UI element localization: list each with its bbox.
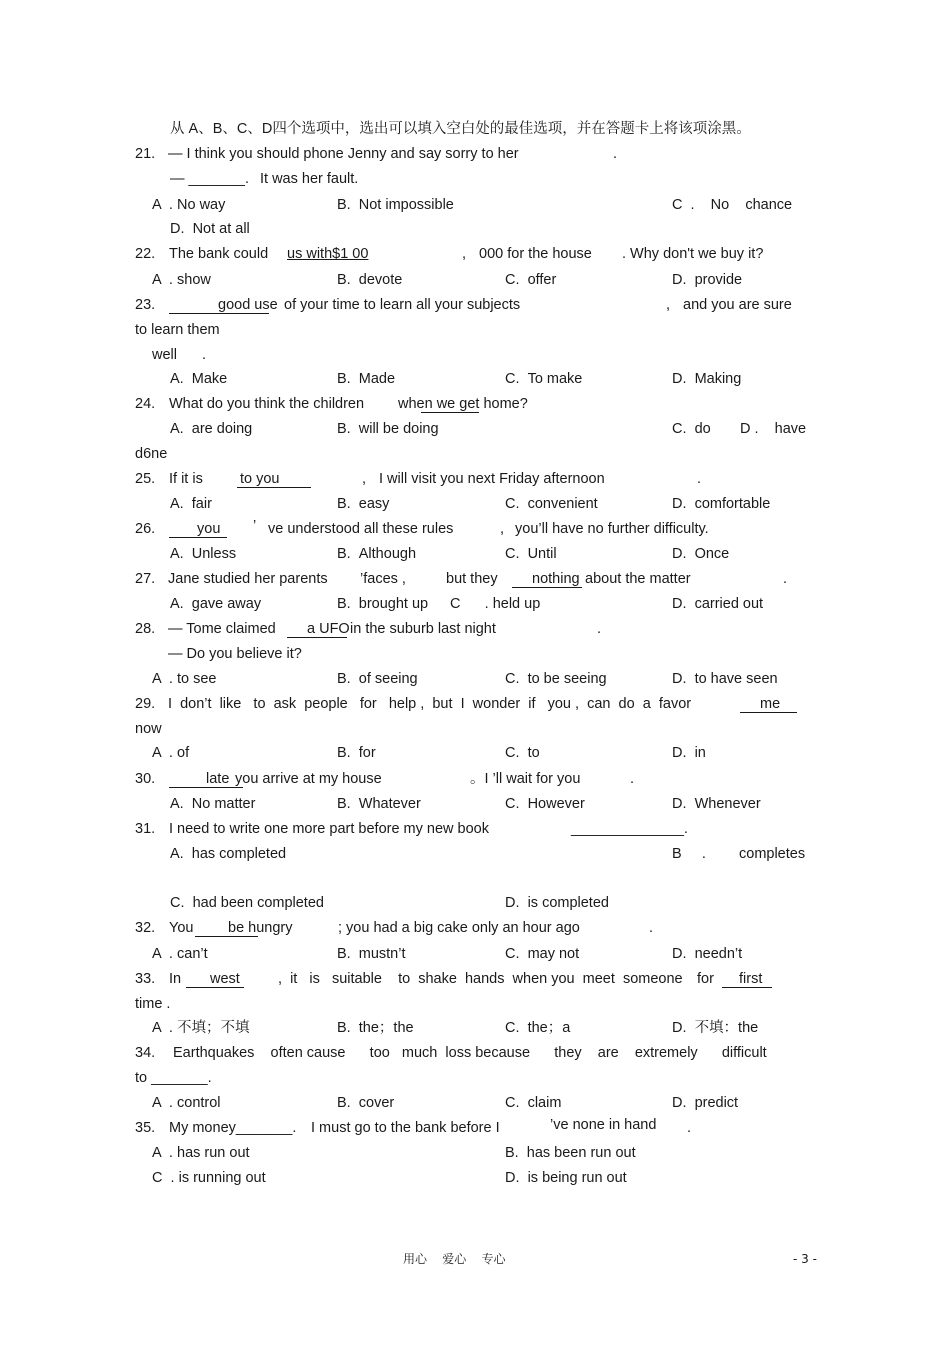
q30-option-b: B. Whatever [337,796,421,812]
q27-option-b: B. brought up [337,596,429,612]
q29-option-a-text: of [177,745,190,761]
q22-stem-b: , [462,246,467,262]
q28-reply: — Do you believe it? [168,646,302,662]
q22-stem-a: The bank could [169,246,269,262]
q25-option-b-text: easy [358,496,390,512]
q27-option-b-text: brought up [358,596,429,612]
q23-option-a: A. Make [170,371,228,387]
q32-option-d-text: needn’t [694,946,743,962]
q24-number: 24. [135,396,156,412]
q21-option-d-text: Not at all [192,221,250,237]
q27-stem-e: . [783,571,788,587]
q34-option-a-text: control [177,1095,221,1111]
q33-stem-a: In [169,971,182,987]
q34-option-b-text: cover [358,1095,395,1111]
q35-number: 35. [135,1120,156,1136]
q34-option-a: A . control [152,1095,221,1111]
q21-number: 21. [135,146,156,162]
q22-stem-d: . Why don't we buy it? [622,246,764,262]
q26-option-b-text: Although [358,546,417,562]
q29-number: 29. [135,696,156,712]
q28-blank: a UFO [307,621,350,637]
q22-option-c-text: offer [527,272,557,288]
q25-blank: to you [240,471,280,487]
q28-option-b-text: of seeing [358,671,418,687]
q22-blank: us with$1 00 [287,246,369,262]
q25-option-c-text: convenient [527,496,598,512]
q33-number: 33. [135,971,156,987]
q32-stem-a: You [169,920,194,936]
q34-number: 34. [135,1045,156,1061]
q26-option-d-text: Once [694,546,730,562]
q24-option-d-text: have [774,421,807,437]
q28-option-c: C. to be seeing [505,671,607,687]
q27-stem-c: but they [446,571,498,587]
q24-option-b: B. will be doing [337,421,439,437]
q28-stem-c: . [597,621,602,637]
q29-option-c: C. to [505,745,540,761]
q23-cont-1: to learn them [135,322,220,338]
q22-option-c: C. offer [505,272,557,288]
q28-number: 28. [135,621,156,637]
instruction-text: 从 A、B、C、D四个选项中，选出可以填入空白处的最佳选项，并在答题卡上将该项涂黑。 [170,121,751,137]
q31-option-c-text: had been completed [192,895,324,911]
q26-stem-c: , [500,521,505,537]
q22-option-d-text: provide [694,272,743,288]
q35-stem-d: . [687,1120,692,1136]
q29-option-d-text: in [694,745,706,761]
q25-stem-a: If it is [169,471,203,487]
q28-option-c-text: to be seeing [527,671,607,687]
q34-option-d: D. predict [672,1095,739,1111]
q24-stem-b: when we get home? [398,396,528,412]
q26-number: 26. [135,521,156,537]
q26-option-a-text: Unless [191,546,237,562]
q30-option-a-text: No matter [191,796,256,812]
q33-option-b-text: the；the [358,1020,414,1036]
q27-option-d: D. carried out [672,596,764,612]
q27-stem-b: ’faces , [360,571,406,587]
q33-blank2: first [739,971,763,987]
q29-cont: now [135,721,162,737]
q33-option-a-text: 不填；不填 [177,1020,250,1036]
q35-option-c: C . is running out [152,1170,266,1186]
q25-option-a-text: fair [191,496,212,512]
q29-option-b: B. for [337,745,376,761]
q35-stem-c: ’ve none in hand [550,1117,657,1133]
q31-option-b-text: completes [739,846,806,862]
q21-option-d: D. Not at all [170,221,250,237]
q23-cont-2: well [152,347,177,363]
q29-option-b-text: for [358,745,376,761]
q27-option-d-text: carried out [694,596,764,612]
q31-option-a-text: has completed [191,846,287,862]
q30-option-b-text: Whatever [358,796,421,812]
q21-option-b: B. Not impossible [337,197,454,213]
q26-stem-d: you’ll have no further difficulty. [515,521,709,537]
q26-option-c-text: Until [527,546,557,562]
q24-option-a-text: are doing [191,421,253,437]
q25-number: 25. [135,471,156,487]
q28-option-a-text: to see [177,671,217,687]
q29-option-c-text: to [527,745,540,761]
q24-option-a: A. are doing [170,421,253,437]
q34-option-c-text: claim [527,1095,562,1111]
q22-option-b-text: devote [358,272,403,288]
q35-option-a-text: has run out [177,1145,250,1161]
q25-option-c: C. convenient [505,496,598,512]
q29-blank: me [760,696,781,712]
q34-option-c: C. claim [505,1095,562,1111]
q31-option-c: C. had been completed [170,895,324,911]
page-number: - 3 - [793,1252,817,1266]
q23-stem-b: , [666,297,671,313]
q35-option-c-text: is running out [178,1170,266,1186]
q27-stem-d: about the matter [585,571,691,587]
q21-option-b-text: Not impossible [358,197,454,213]
q35-option-b-text: has been run out [526,1145,636,1161]
q21-reply-2: It was her fault. [260,171,359,187]
q33-blank: west [210,971,240,987]
q21-option-c: C . No chance [672,197,793,213]
q28-stem-b: in the suburb last night [350,621,496,637]
q29-stem: I don’t like to ask people for help , but I wonder if you , can do a favor [168,696,692,712]
q30-stem-b: 。I ’ll wait for you [470,771,581,787]
q30-number: 30. [135,771,156,787]
q32-option-a: A . can’t [152,946,208,962]
q26-option-a: A. Unless [170,546,237,562]
q30-stem-c: . [630,771,635,787]
q25-option-b: B. easy [337,496,390,512]
q24-option-d: D . have [740,421,807,437]
q31-number: 31. [135,821,156,837]
q23-stem-a: of your time to learn all your subjects [284,297,521,313]
q32-number: 32. [135,920,156,936]
q31-stem: I need to write one more part before my new book [169,821,489,837]
q23-option-b-text: Made [358,371,396,387]
q31-option-b-label: B . [672,846,706,862]
q28-option-b: B. of seeing [337,671,418,687]
q30-stem-a: you arrive at my house [235,771,382,787]
q26-option-c: C. Until [505,546,557,562]
q22-option-a: A . show [152,272,211,288]
q28-option-a: A . to see [152,671,217,687]
q26-blank: you [197,521,221,537]
q32-option-a-text: can’t [177,946,208,962]
q34-stem: Earthquakes often cause too much loss because they are extremely difficult [173,1045,767,1061]
q22-number: 22. [135,246,156,262]
q21-reply: — _______. [170,171,250,187]
q26-option-b: B. Although [337,546,417,562]
q23-option-d-text: Making [694,371,742,387]
q32-stem-b: ; you had a big cake only an hour ago [338,920,580,936]
q21-option-c-text: No chance [710,197,793,213]
q25-option-d-text: comfortable [694,496,771,512]
q33-stem-c: for [697,971,714,987]
q29-option-a: A . of [152,745,190,761]
q33-option-d-text: 不填：the [694,1020,759,1036]
q35-stem-b: I must go to the bank before I [311,1120,500,1136]
q31-option-d-text: is completed [527,895,609,911]
q23-number: 23. [135,297,156,313]
q32-option-b-text: mustn’t [358,946,406,962]
q23-cont-2-end: . [202,347,207,363]
q24-stem-a: What do you think the children [169,396,365,412]
q24-option-b-text: will be doing [358,421,439,437]
q23-option-c-text: To make [527,371,583,387]
q35-stem-a: My money_______. [169,1120,297,1136]
q27-stem-a: Jane studied her parents [168,571,328,587]
q23-option-c: C. To make [505,371,583,387]
q33-option-d: D. 不填：the [672,1020,759,1036]
q25-option-a: A. fair [170,496,212,512]
q33-option-b: B. the；the [337,1020,414,1036]
q28-option-d-text: to have seen [694,671,778,687]
q23-option-a-text: Make [191,371,228,387]
q23-option-d: D. Making [672,371,742,387]
q30-option-d-text: Whenever [694,796,761,812]
q27-blank: nothing [532,571,580,587]
q21-stem: — I think you should phone Jenny and say sorry to her [168,146,519,162]
q30-option-c-text: However [527,796,585,812]
q21-option-a: A . No way [152,197,226,213]
q28-option-d: D. to have seen [672,671,778,687]
q28-stem-a: — Tome claimed [168,621,276,637]
q25-stem-c: I will visit you next Friday afternoon [379,471,605,487]
footer-motto: 用心 爱心 专心 [403,1252,506,1266]
q22-option-d: D. provide [672,272,743,288]
q30-option-a: A. No matter [170,796,256,812]
q27-option-c-text: held up [492,596,541,612]
q33-option-c: C. the；a [505,1020,571,1036]
q21-option-a-text: No way [177,197,226,213]
q21-stem-end: . [613,146,618,162]
q33-cont: time . [135,996,171,1012]
q30-blank: late [206,771,230,787]
q25-stem-b: , [362,471,367,487]
q27-option-c: C . held up [450,596,541,612]
q24-option-c: C. do [672,421,711,437]
q29-option-d: D. in [672,745,706,761]
q31-option-d: D. is completed [505,895,609,911]
q23-option-b: B. Made [337,371,396,387]
q24-option-c-text: do [694,421,711,437]
q23-stem-c: and you are sure [683,297,792,313]
q27-option-a: A. gave away [170,596,262,612]
q32-blank: be hungry [228,920,293,936]
q27-option-a-text: gave away [191,596,262,612]
q27-number: 27. [135,571,156,587]
q22-option-a-text: show [177,272,211,288]
q31-option-a: A. has completed [170,846,287,862]
q26-apostrophe: ’ [253,518,257,534]
q33-stem-b: , it is suitable to shake hands when you meet someone [278,971,683,987]
q35-option-d-text: is being run out [527,1170,627,1186]
q34-option-d-text: predict [694,1095,739,1111]
q32-option-c: C. may not [505,946,580,962]
q34-cont: to _______. [135,1070,212,1086]
q24-cont: d6ne [135,446,168,462]
q22-stem-c: 000 for the house [479,246,592,262]
q35-option-b: B. has been run out [505,1145,636,1161]
q30-option-c: C. However [505,796,585,812]
q26-option-d: D. Once [672,546,730,562]
q32-option-d: D. needn’t [672,946,743,962]
q25-option-d: D. comfortable [672,496,771,512]
q26-stem-b: ve understood all these rules [268,521,454,537]
q33-option-a: A . 不填；不填 [152,1020,250,1036]
q32-option-c-text: may not [527,946,580,962]
q32-option-b: B. mustn’t [337,946,406,962]
q22-option-b: B. devote [337,272,403,288]
q31-blank: ______________. [571,821,688,837]
q35-option-a: A . has run out [152,1145,250,1161]
q34-option-b: B. cover [337,1095,395,1111]
q23-blank: good use [218,297,278,313]
q25-stem-d: . [697,471,702,487]
q35-option-d: D. is being run out [505,1170,627,1186]
q32-stem-c: . [649,920,654,936]
q30-option-d: D. Whenever [672,796,761,812]
q33-option-c-text: the；a [527,1020,571,1036]
